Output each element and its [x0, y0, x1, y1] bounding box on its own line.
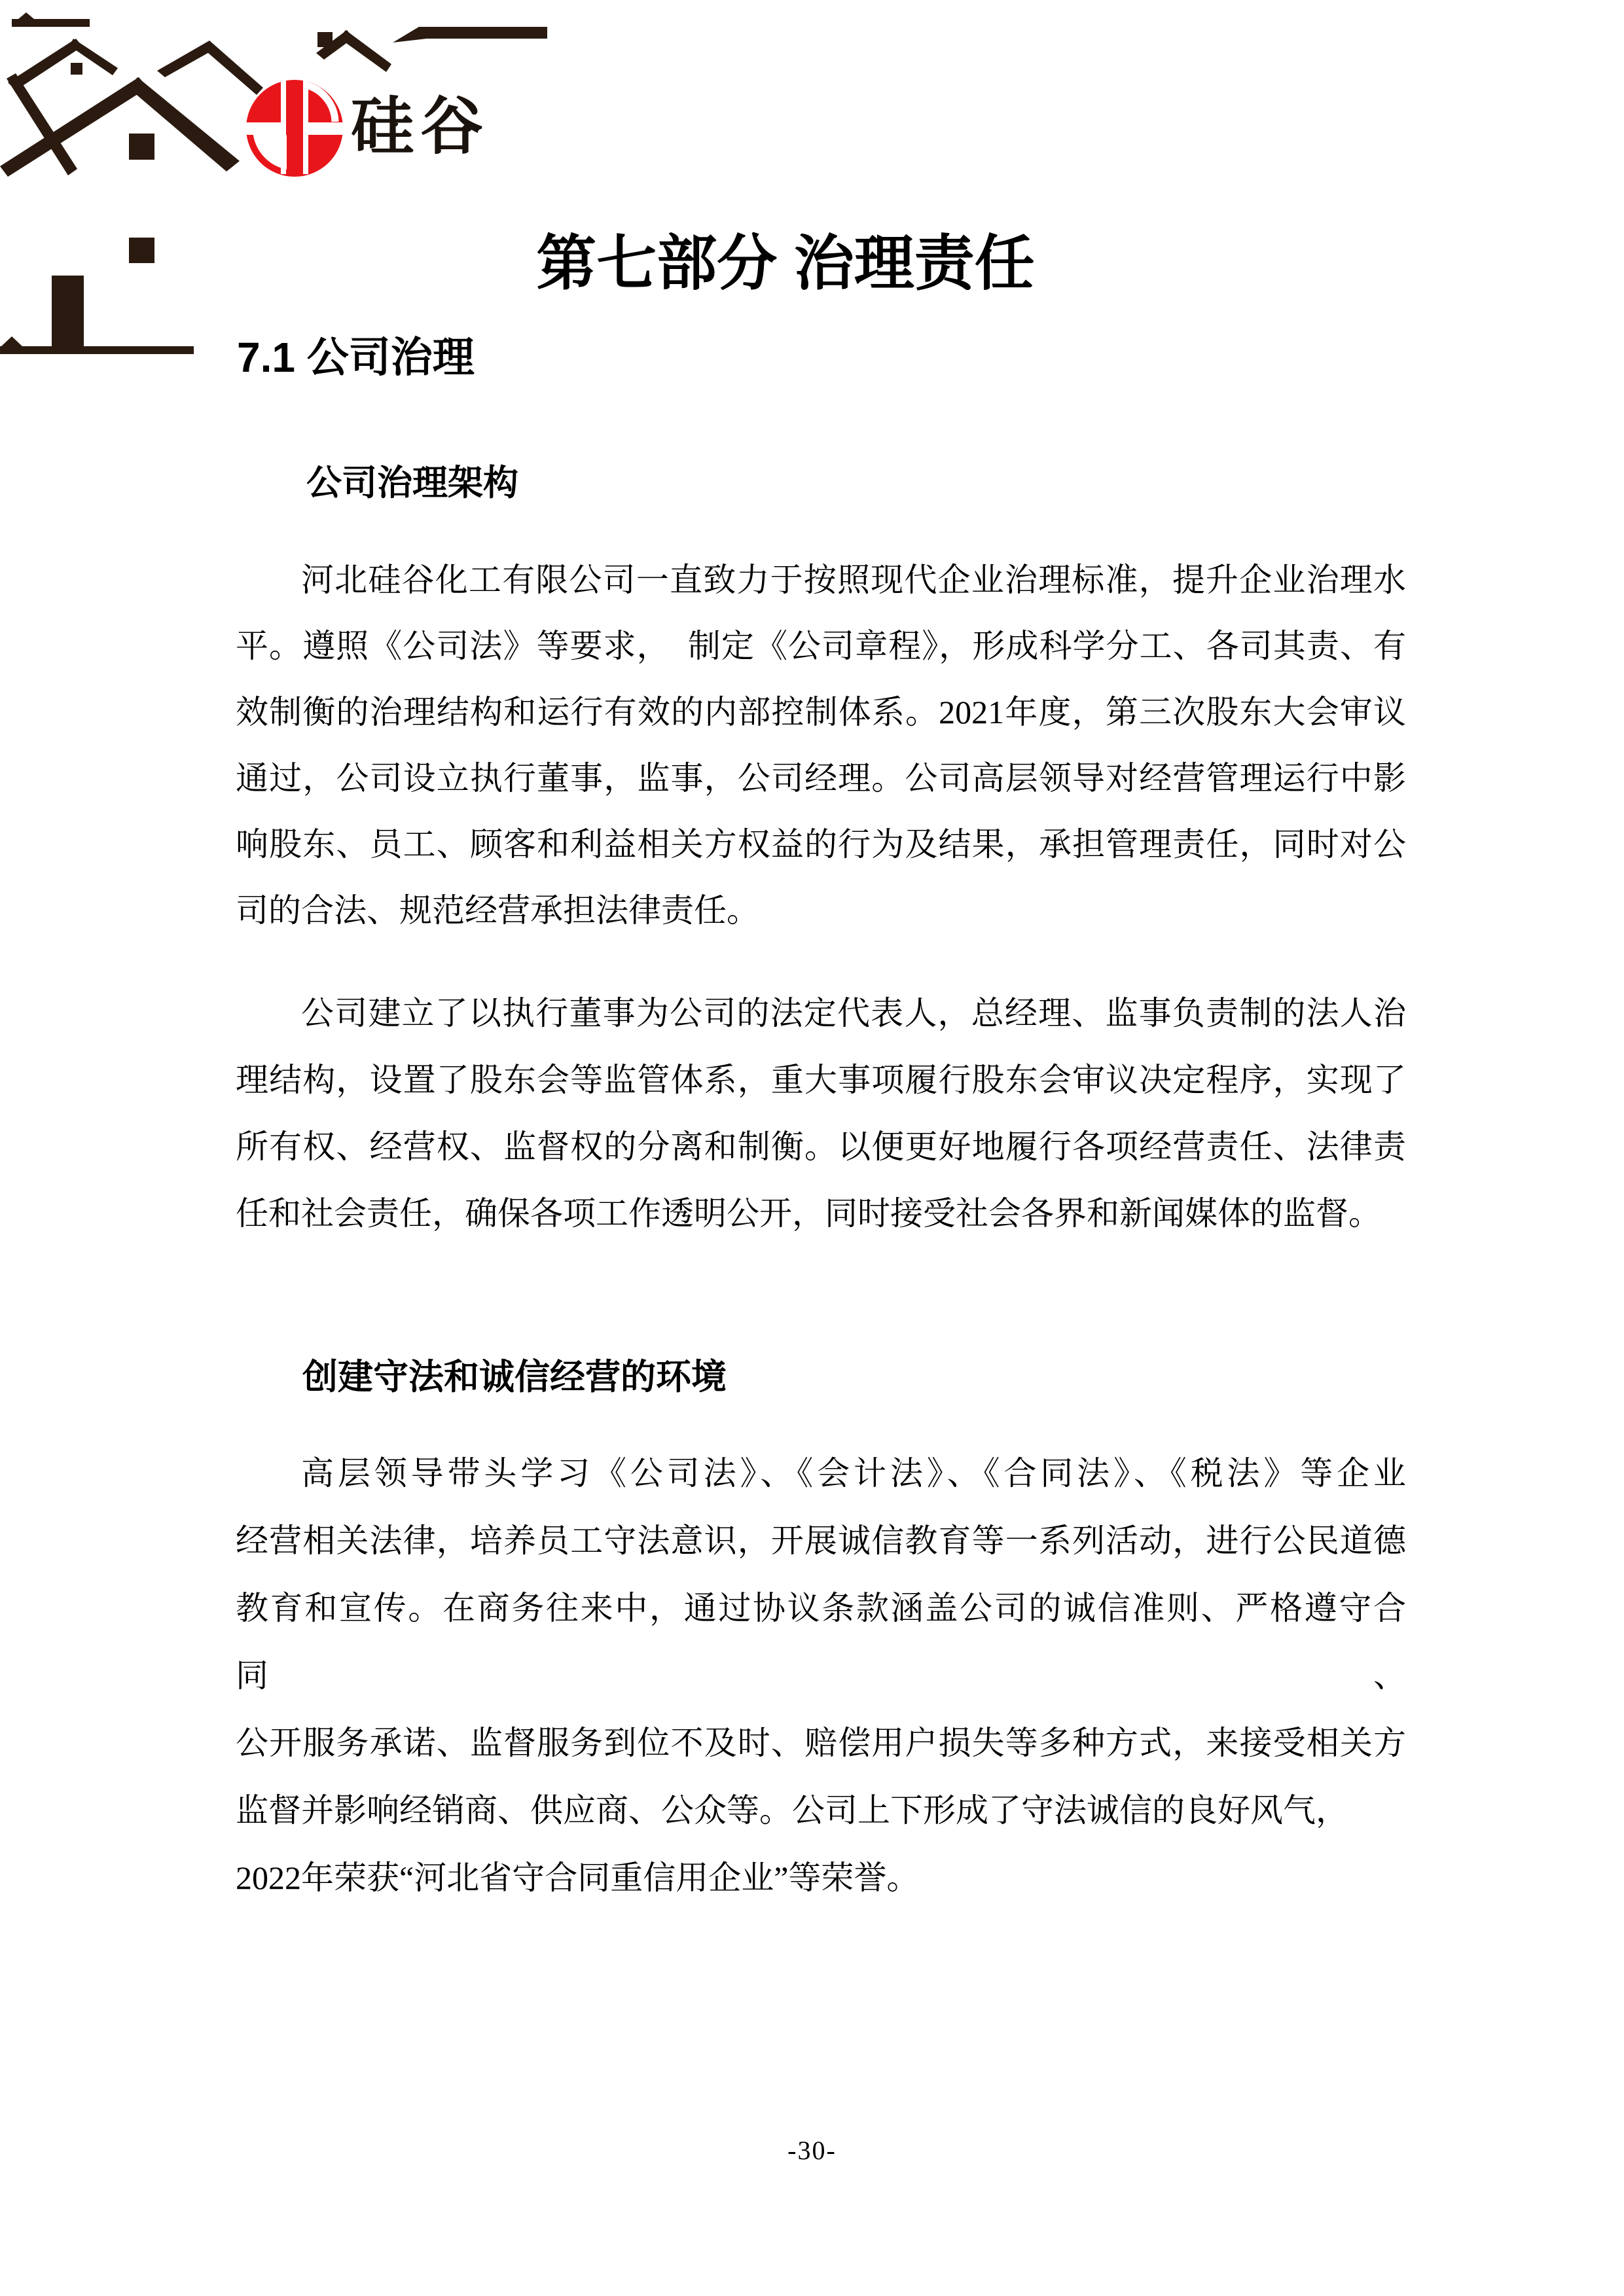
body-line: 教育和宣传。在商务往来中，通过协议条款涵盖公司的诚信准则、严格遵守合同、: [236, 1590, 1406, 1694]
body-line: 平。遵照《公司法》等要求， 制定《公司章程》，形成科学分工、各司其责、有: [236, 628, 1406, 664]
page-title: 第七部分 治理责任: [536, 230, 1035, 297]
body-line: 高层领导带头学习《公司法》、《会计法》、《合同法》、《税法》等企业: [301, 1455, 1406, 1492]
body-line: 效制衡的治理结构和运行有效的内部控制体系。2021年度，第三次股东大会审议: [236, 694, 1406, 730]
body-line: 任和社会责任，确保各项工作透明公开，同时接受社会各界和新闻媒体的监督。: [236, 1195, 1381, 1232]
subheading-governance-structure: 公司治理架构: [306, 463, 518, 503]
logo-emblem: [246, 80, 343, 177]
body-line: 司的合法、规范经营承担法律责任。: [236, 892, 759, 929]
logo-rooftops: [0, 12, 547, 354]
body-line: 响股东、员工、顾客和利益相关方权益的行为及结果，承担管理责任，同时对公: [236, 826, 1406, 863]
paragraph-governance-2: [236, 980, 1406, 1247]
page-number: -30-: [787, 2136, 837, 2165]
body-line: 2022年荣获“河北省守合同重信用企业”等荣誉。: [236, 1859, 920, 1896]
subheading-lawful-honest-environment: 创建守法和诚信经营的环境: [302, 1357, 727, 1397]
body-line: 公司建立了以执行董事为公司的法定代表人，总经理、监事负责制的法人治: [301, 995, 1406, 1031]
body-line: 通过，公司设立执行董事，监事，公司经理。公司高层领导对经营管理运行中影: [236, 760, 1406, 797]
company-logo: [0, 5, 550, 362]
body-line: 所有权、经营权、监督权的分离和制衡。以便更好地履行各项经营责任、法律责: [236, 1128, 1406, 1165]
logo-brand-text: 硅谷: [351, 92, 490, 162]
body-line: 公开服务承诺、监督服务到位不及时、赔偿用户损失等多种方式，来接受相关方: [236, 1725, 1406, 1761]
section-heading-7-1: 7.1 公司治理: [237, 334, 475, 381]
paragraph-governance-1: [236, 547, 1406, 944]
body-line: 理结构，设置了股东会等监管体系，重大事项履行股东会审议决定程序，实现了: [236, 1062, 1406, 1098]
body-line: 监督并影响经销商、供应商、公众等。公司上下形成了守法诚信的良好风气，: [236, 1792, 1348, 1829]
body-line: 经营相关法律，培养员工守法意识，开展诚信教育等一系列活动，进行公民道德: [236, 1522, 1406, 1559]
body-line: 河北硅谷化工有限公司一直致力于按照现代企业治理标准，提升企业治理水: [301, 562, 1406, 598]
paragraph-compliance: [236, 1440, 1406, 1912]
